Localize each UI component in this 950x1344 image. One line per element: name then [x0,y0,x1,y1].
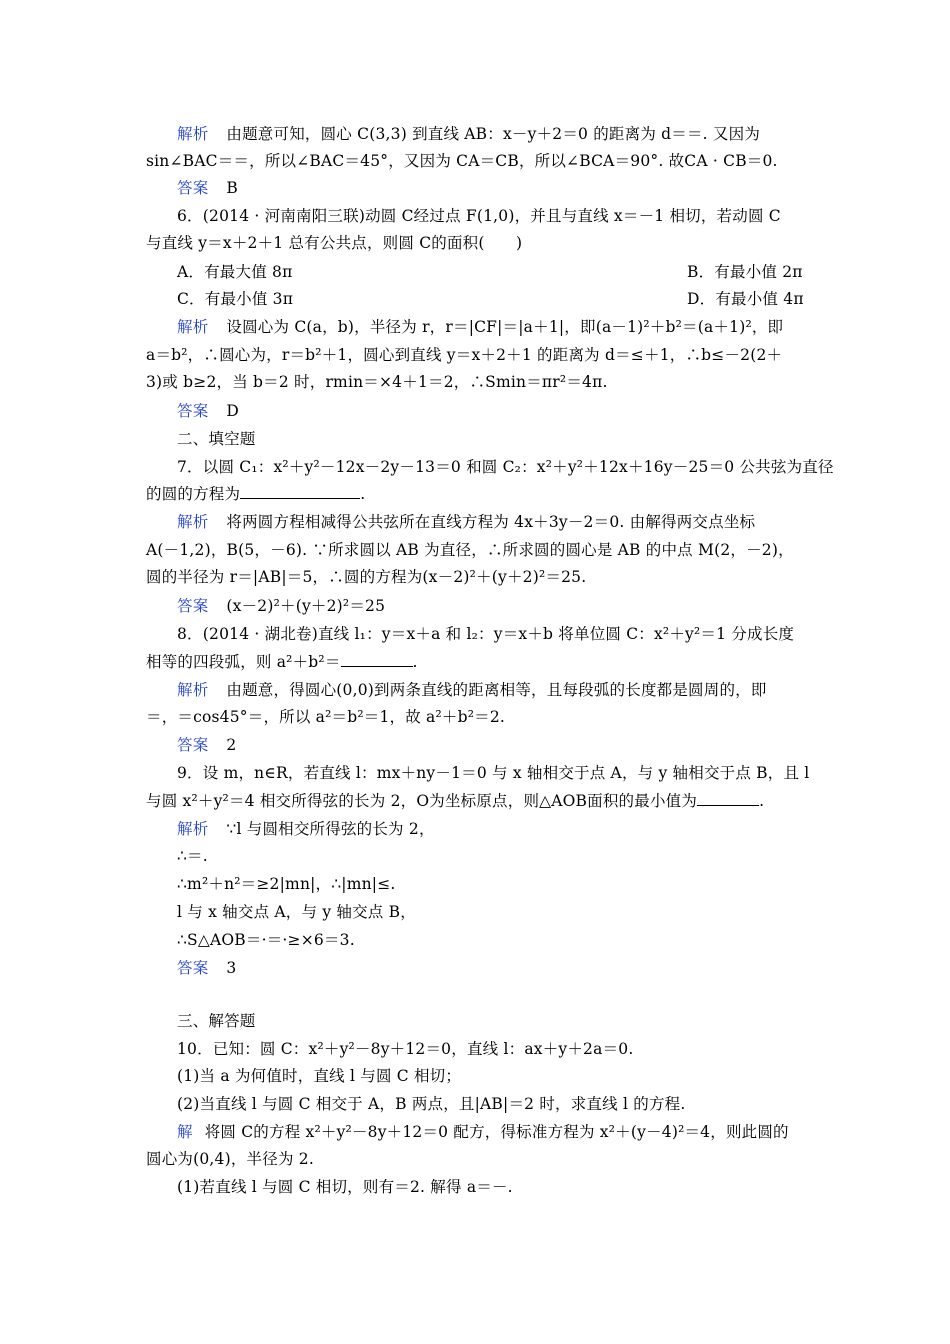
question-7: 7．以圆 C₁：x²＋y²－12x－2y－13＝0 和圆 C₂：x²＋y²＋12x＋16y－25＝0 公共弦为直径 [177,458,834,476]
text-line: 3)或 b≥2，当 b＝2 时，rmin＝×4＋1＝2，∴Smin＝πr²＝4π. [146,373,608,391]
text-line: 答案 D [177,402,240,420]
text-line: 答案 B [177,179,238,197]
text-line: A(－1,2)，B(5，－6). ∵所求圆以 AB 为直径，∴所求圆的圆心是 AB 的中点 M(2，－2)， [146,541,794,559]
text-line: 与圆 x²＋y²＝4 相交所得弦的长为 2，O为坐标原点，则△AOB面积的最小值为 . [146,792,765,810]
analysis-tag: 解析 [177,820,209,838]
answer-blank [240,484,360,499]
option-a: A．有最大值 8π [177,263,293,281]
text-line: (1)若直线 l 与圆 C 相切，则有＝2. 解得 a＝－. [177,1178,513,1196]
answer-tag: 答案 [177,402,209,420]
section-heading: 三、解答题 [177,1012,256,1030]
answer-blank [697,791,759,806]
question-9: 9．设 m，n∈R，若直线 l：mx＋ny－1＝0 与 x 轴相交于点 A，与 y 轴相交于点 B，且 l [177,764,810,782]
options-row [177,289,804,309]
text-line: l 与 x 轴交点 A，与 y 轴交点 B， [177,903,416,921]
analysis-tag: 解析 [177,318,209,336]
text-line: 的圆的方程为 . [146,485,366,503]
text-line: ∴＝. [177,847,208,865]
text-line: ∴m²＋n²＝≥2|mn|，∴|mn|≤. [177,875,396,893]
option-c: C．有最小值 3π [177,290,294,308]
text-line: (2)当直线 l 与圆 C 相交于 A，B 两点，且|AB|＝2 时，求直线 l 的方程. [177,1095,686,1113]
text-line: 解析 由题意，得圆心(0,0)到两条直线的距离相等，且每段弧的长度都是圆周的，即 [177,681,767,699]
text-line: (1)当 a 为何值时，直线 l 与圆 C 相切； [177,1067,462,1085]
text-line: 圆心为(0,4)，半径为 2. [146,1150,314,1168]
text-line: 相等的四段弧，则 a²＋b²＝ . [146,653,418,671]
section-heading: 二、填空题 [177,430,256,448]
text-line: 圆的半径为 r＝|AB|＝5，∴圆的方程为(x－2)²＋(y＋2)²＝25. [146,568,587,586]
text-line: 答案 3 [177,959,237,977]
question-6: 6．(2014 · 河南南阳三联)动圆 C经过点 F(1,0)，并且与直线 x＝－1 相切，若动圆 C [177,207,781,225]
solution-tag: 解 [177,1123,193,1141]
answer-blank [341,652,413,667]
analysis-tag: 解析 [177,513,209,531]
analysis-tag: 解析 [177,681,209,699]
text-line: 解 将圆 C的方程 x²＋y²－8y＋12＝0 配方，得标准方程为 x²＋(y－4)²＝4，则此圆的 [177,1123,789,1141]
text-line: 答案 (x－2)²＋(y＋2)²＝25 [177,597,386,615]
text-line: 解析 设圆心为 C(a，b)，半径为 r，r＝|CF|＝|a＋1|，即(a－1)²＋b²＝(a＋1)²，即 [177,318,784,336]
answer-tag: 答案 [177,179,209,197]
text-line: 解析 由题意可知，圆心 C(3,3) 到直线 AB：x－y＋2＝0 的距离为 d＝＝. 又因为 [177,125,761,143]
options-row [177,262,803,282]
analysis-tag: 解析 [177,125,209,143]
question-10: 10．已知：圆 C：x²＋y²－8y＋12＝0，直线 l：ax＋y＋2a＝0. [177,1040,634,1058]
answer-tag: 答案 [177,597,209,615]
option-d: D．有最小值 4π [687,290,804,308]
text-line: sin∠BAC＝＝，所以∠BAC＝45°，又因为 CA＝CB，所以∠BCA＝90°. 故CA · CB＝0. [146,152,778,170]
text-line: ∴S△AOB＝·＝·≥×6＝3. [177,931,355,949]
text-line: ＝，＝cos45°＝，所以 a²＝b²＝1，故 a²＋b²＝2. [146,708,506,726]
answer-tag: 答案 [177,959,209,977]
text-line: 与直线 y＝x＋2＋1 总有公共点，则圆 C的面积( ) [146,234,523,252]
answer-tag: 答案 [177,736,209,754]
text-line: 答案 2 [177,736,237,754]
question-8: 8．(2014 · 湖北卷)直线 l₁：y＝x＋a 和 l₂：y＝x＋b 将单位圆 C：x²＋y²＝1 分成长度 [177,625,795,643]
text-line: 解析 将两圆方程相减得公共弦所在直线方程为 4x＋3y－2＝0. 由解得两交点坐标 [177,513,756,531]
text-line: 解析 ∵l 与圆相交所得弦的长为 2， [177,820,435,838]
option-b: B．有最小值 2π [687,263,803,281]
text-line: a＝b²，∴圆心为，r＝b²＋1，圆心到直线 y＝x＋2＋1 的距离为 d＝≤＋1，∴b≤－2(2＋ [146,346,783,364]
